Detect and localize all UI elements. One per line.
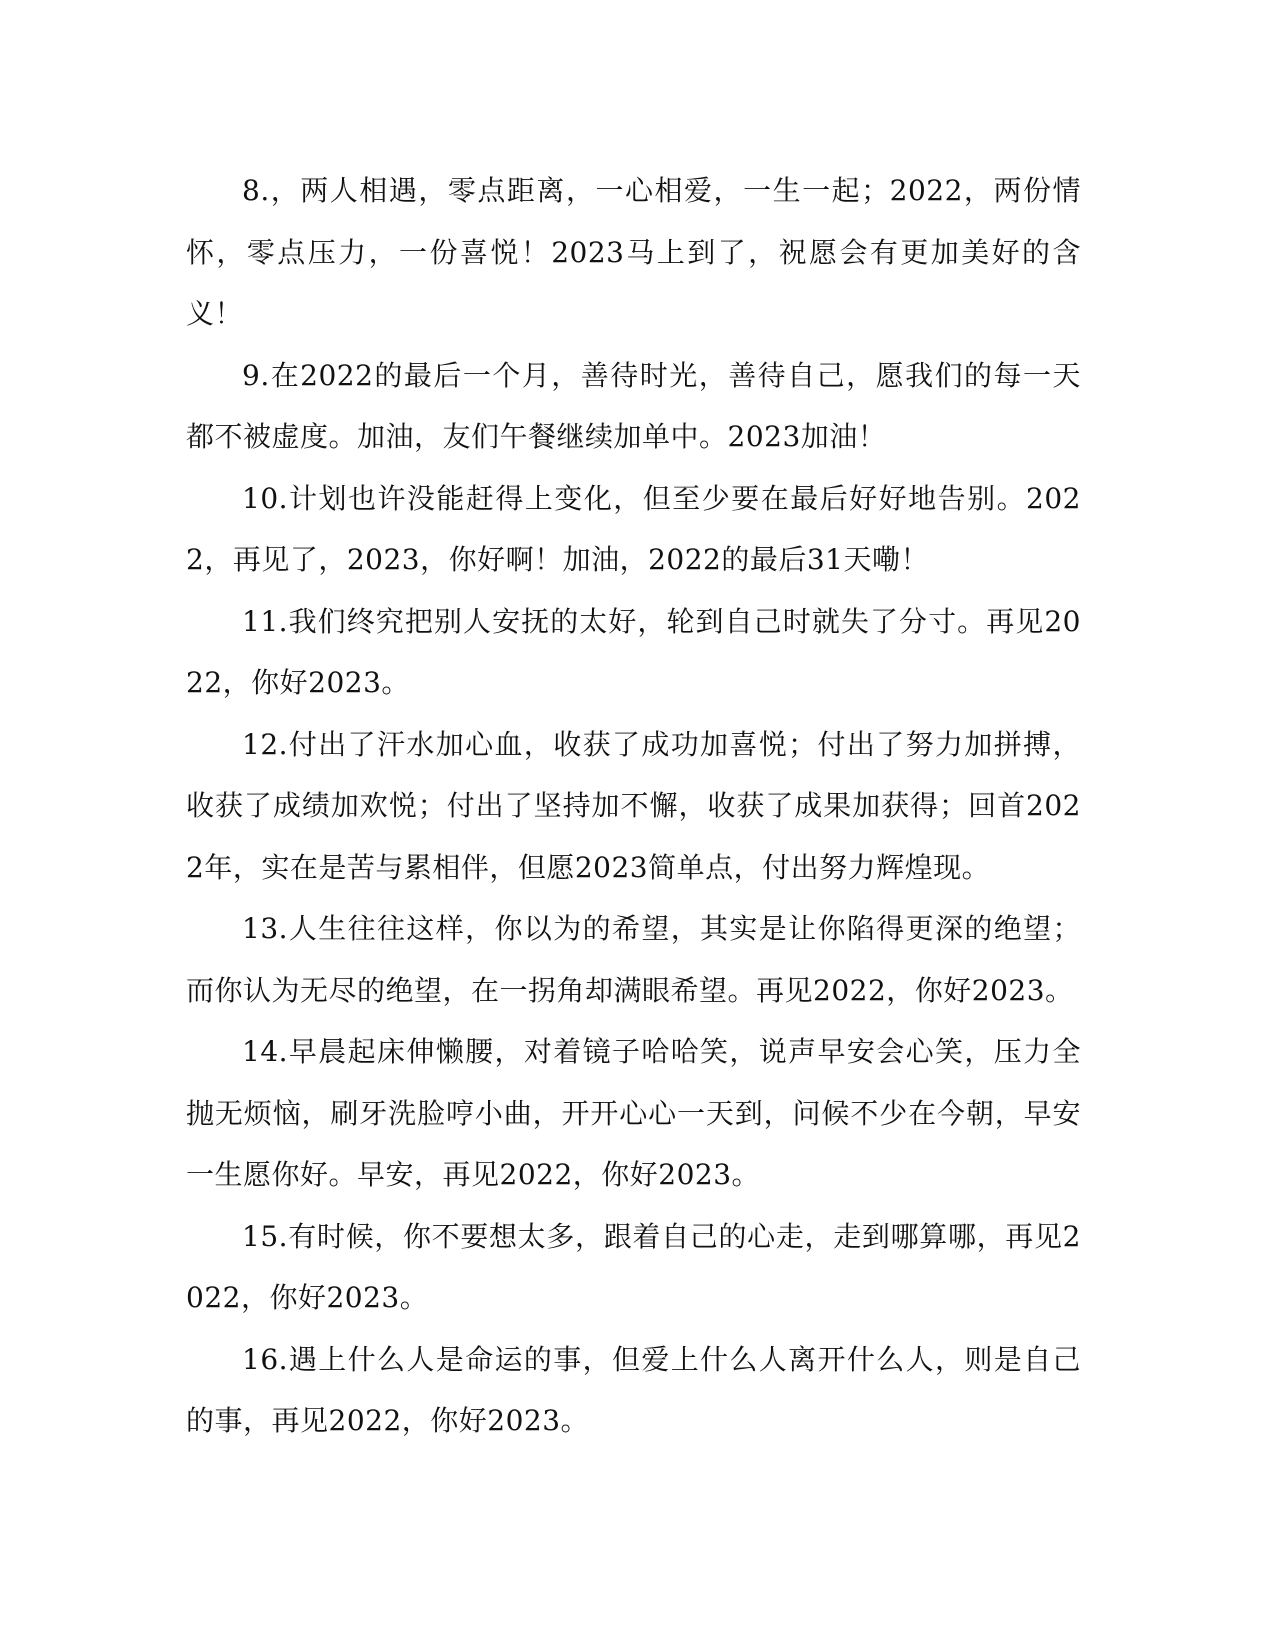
paragraph-13: 13.人生往往这样，你以为的希望，其实是让你陷得更深的绝望；而你认为无尽的绝望，在一拐角却满眼希望。再见2022，你好2023。 [186,912,1081,1007]
paragraph-11: 11.我们终究把别人安抚的太好，轮到自己时就失了分寸。再见2022，你好2023。 [186,604,1081,699]
paragraph-10: 10.计划也许没能赶得上变化，但至少要在最后好好地告别。2022，再见了，2023，你好啊！加油，2022的最后31天嘞！ [186,481,1081,576]
paragraph-16: 16.遇上什么人是命运的事，但爱上什么人离开什么人，则是自己的事，再见2022，你好2023。 [186,1342,1081,1437]
document-body [186,160,1081,1452]
paragraph-14: 14.早晨起床伸懒腰，对着镜子哈哈笑，说声早安会心笑，压力全抛无烦恼，刷牙洗脸哼小曲，开开心心一天到，问候不少在今朝，早安一生愿你好。早安，再见2022，你好2023。 [186,1035,1081,1191]
paragraph-12: 12.付出了汗水加心血，收获了成功加喜悦；付出了努力加拼搏，收获了成绩加欢悦；付出了坚持加不懈，收获了成果加获得；回首2022年，实在是苦与累相伴，但愿2023简单点，付出努力辉煌现。 [186,727,1081,884]
paragraph-9: 9.在2022的最后一个月，善待时光，善待自己，愿我们的每一天都不被虚度。加油，友们午餐继续加单中。2023加油！ [186,358,1081,453]
paragraph-8: 8.，两人相遇，零点距离，一心相爱，一生一起；2022，两份情怀，零点压力，一份喜悦！2023马上到了，祝愿会有更加美好的含义！ [186,174,1081,330]
paragraph-15: 15.有时候，你不要想太多，跟着自己的心走，走到哪算哪，再见2022，你好2023。 [186,1219,1081,1314]
